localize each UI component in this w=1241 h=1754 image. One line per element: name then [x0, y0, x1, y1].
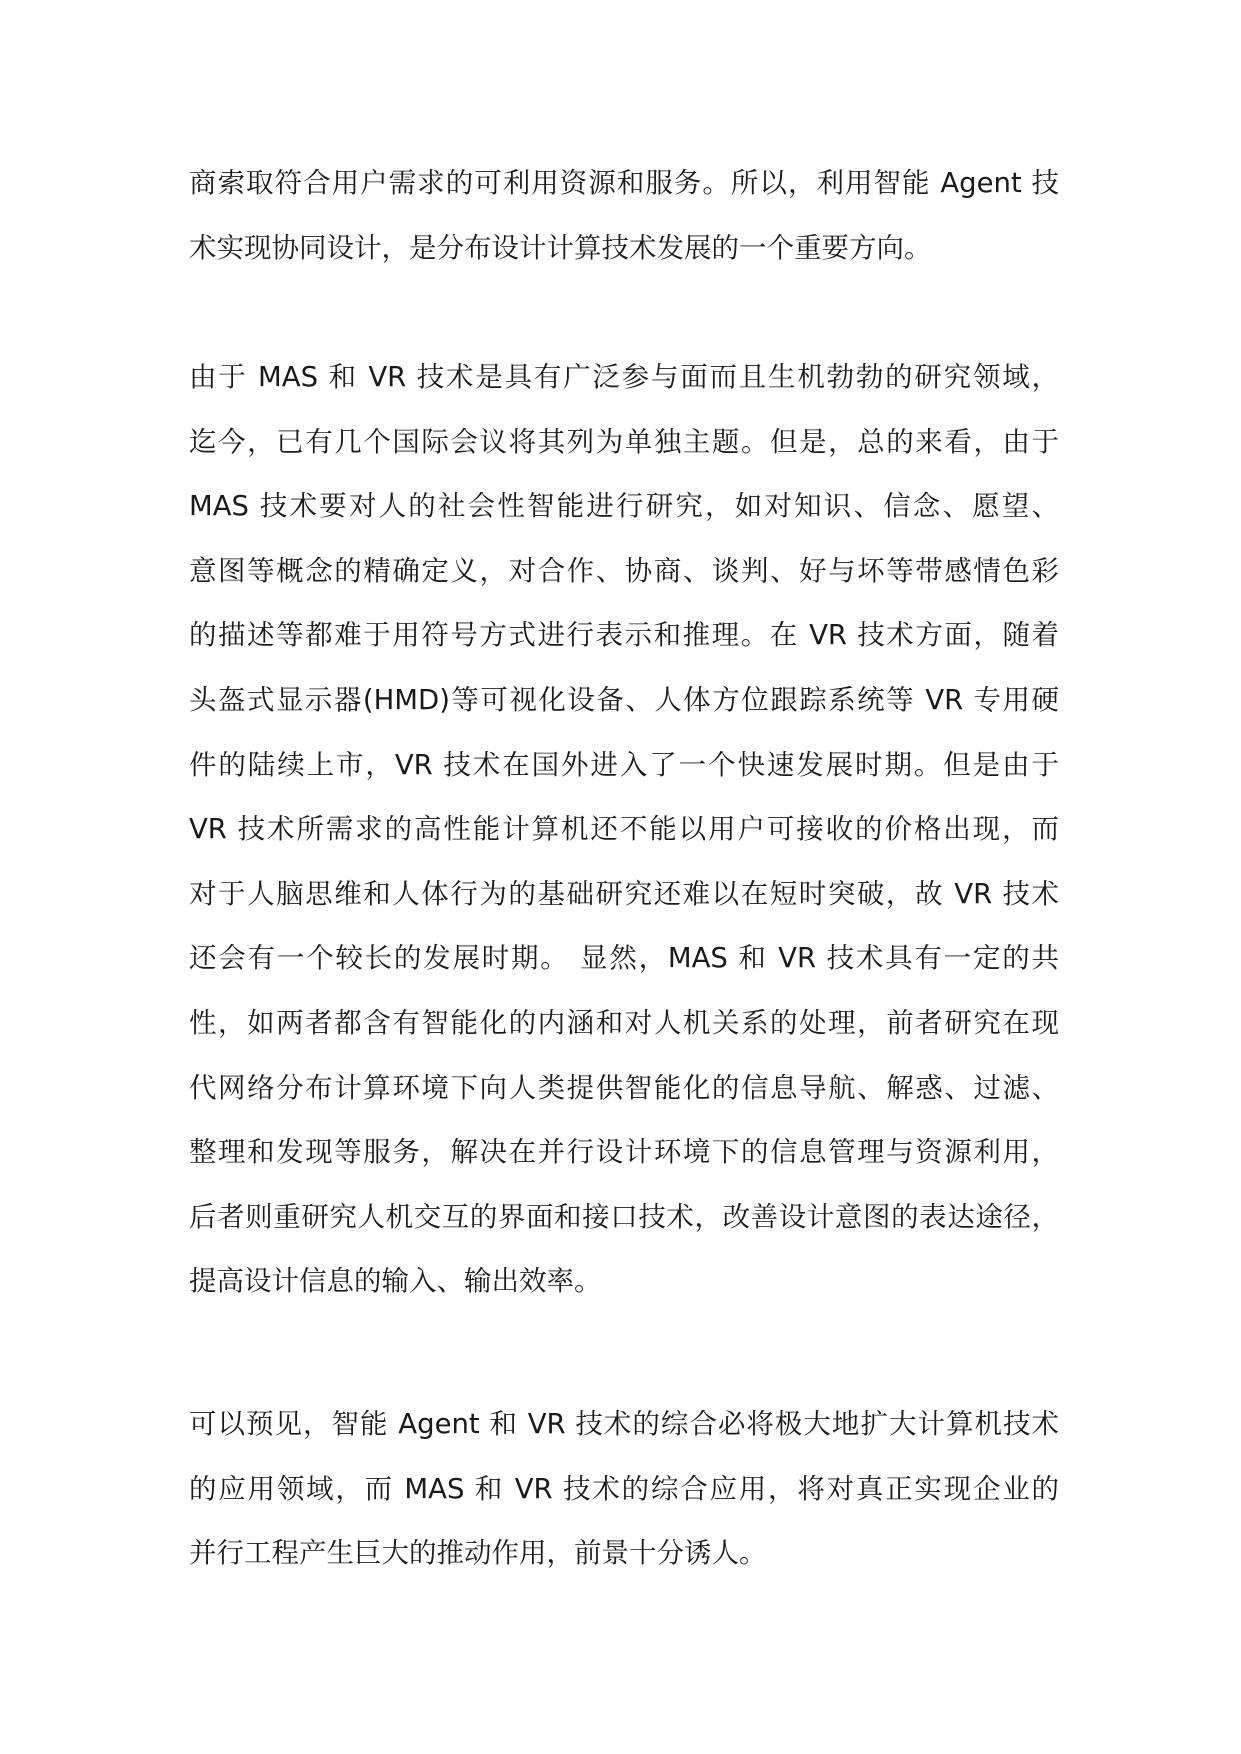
- paragraph-line: 件的陆续上市，VR 技术在国外进入了一个快速发展时期。但是由于: [189, 748, 1059, 781]
- paragraph-line: 对于人脑思维和人体行为的基础研究还难以在短时突破，故 VR 技术: [189, 877, 1059, 910]
- paragraph-line: 由于 MAS 和 VR 技术是具有广泛参与面而且生机勃勃的研究领域，: [189, 361, 1059, 393]
- paragraph-line: 性，如两者都含有智能化的内涵和对人机关系的处理，前者研究在现: [189, 1006, 1059, 1039]
- paragraph-mas-vr-research: [189, 345, 1059, 1314]
- paragraph-line: 术实现协同设计，是分布设计计算技术发展的一个重要方向。: [189, 231, 932, 264]
- paragraph-line: 代网络分布计算环境下向人类提供智能化的信息导航、解惑、过滤、: [189, 1071, 1059, 1104]
- paragraph-line: 提高设计信息的输入、输出效率。: [189, 1265, 602, 1298]
- paragraph-line: 的描述等都难于用符号方式进行表示和推理。在 VR 技术方面，随着: [189, 619, 1059, 652]
- paragraph-line: 商索取符合用户需求的可利用资源和服务。所以，利用智能 Agent 技: [189, 167, 1059, 199]
- paragraph-line: 整理和发现等服务，解决在并行设计环境下的信息管理与资源利用，: [189, 1136, 1059, 1169]
- paragraph-line: 后者则重研究人机交互的界面和接口技术，改善设计意图的表达途径，: [189, 1200, 1059, 1233]
- paragraph-line: VR 技术所需求的高性能计算机还不能以用户可接收的价格出现，而: [189, 813, 1059, 846]
- paragraph-line: 头盔式显示器(HMD)等可视化设备、人体方位跟踪系统等 VR 专用硬: [189, 683, 1059, 716]
- paragraph-line: MAS 技术要对人的社会性智能进行研究，如对知识、信念、愿望、: [189, 490, 1059, 523]
- paragraph-line: 意图等概念的精确定义，对合作、协商、谈判、好与坏等带感情色彩: [189, 554, 1059, 587]
- paragraph-agent-collaborative-design: [189, 151, 1059, 280]
- paragraph-line: 可以预见，智能 Agent 和 VR 技术的综合必将极大地扩大计算机技术: [189, 1408, 1059, 1440]
- paragraph-line: 还会有一个较长的发展时期。 显然，MAS 和 VR 技术具有一定的共: [189, 942, 1059, 975]
- paragraph-line: 迄今，已有几个国际会议将其列为单独主题。但是，总的来看，由于: [189, 425, 1059, 458]
- paragraph-outlook: [189, 1392, 1059, 1586]
- paragraph-line: 的应用领域，而 MAS 和 VR 技术的综合应用，将对真正实现企业的: [189, 1472, 1059, 1505]
- paragraph-line: 并行工程产生巨大的推动作用，前景十分诱人。: [189, 1537, 767, 1570]
